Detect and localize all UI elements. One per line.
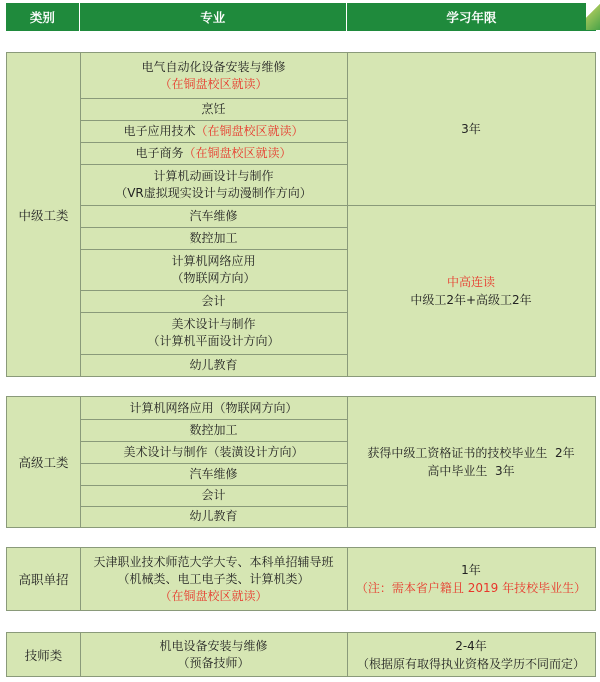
duration-cell: 中高连读 中级工2年+高级工2年: [410, 274, 532, 307]
section-technician: [6, 632, 596, 677]
corner-decoration: [586, 0, 600, 30]
list-item: 数控加工: [80, 227, 347, 250]
list-item: 计算机网络应用 （物联网方向）: [80, 249, 347, 291]
major-list: [80, 633, 348, 676]
list-item: 机电设备安装与维修 （预备技师）: [159, 638, 268, 670]
section-label: 中级工类: [7, 53, 81, 376]
list-item: 会计: [80, 485, 347, 507]
duration-cell: 获得中级工资格证书的技校毕业生 2年 高中毕业生 3年: [367, 446, 575, 478]
section-vocational-admission: [6, 547, 596, 611]
major-list: [80, 548, 348, 610]
section-label: 高级工类: [7, 397, 81, 527]
duration-cell: 3年: [347, 53, 595, 206]
list-item: 天津职业技术师范大学大专、本科单招辅导班 （机械类、电工电子类、计算机类） （在铜盘校区就读）: [93, 554, 334, 603]
list-item: 美术设计与制作（装潢设计方向）: [80, 441, 347, 464]
duration-column: [347, 53, 595, 376]
list-item: 汽车维修: [80, 463, 347, 486]
list-item: 幼儿教育: [189, 357, 238, 372]
duration-column: [347, 397, 595, 527]
list-item: 计算机动画设计与制作 （VR虚拟现实设计与动漫制作方向）: [80, 164, 347, 206]
list-item: 汽车维修: [80, 205, 347, 228]
major-list: [80, 53, 348, 376]
list-item: 电气自动化设备安装与维修 （在铜盘校区就读）: [80, 53, 347, 99]
list-item: 烹饪: [80, 98, 347, 121]
header-duration: 学习年限: [446, 10, 497, 25]
list-item: 幼儿教育: [189, 509, 238, 523]
header-category: 类别: [6, 3, 80, 31]
duration-column: [347, 548, 595, 610]
list-item: 会计: [80, 290, 347, 313]
duration-cell: 1年 （注：需本省户籍且 2019 年技校毕业生）: [355, 563, 587, 595]
section-advanced: [6, 396, 596, 528]
list-item: 数控加工: [80, 419, 347, 442]
section-label: 技师类: [7, 633, 81, 676]
section-label: 高职单招: [7, 548, 81, 610]
list-item: 电子应用技术（在铜盘校区就读）: [80, 120, 347, 143]
list-item: 计算机网络应用（物联网方向）: [80, 397, 347, 420]
table-header: [6, 3, 596, 31]
list-item: 美术设计与制作 （计算机平面设计方向）: [80, 312, 347, 355]
duration-cell: 2-4年 （根据原有取得执业资格及学历不同而定）: [356, 638, 585, 671]
duration-column: [347, 633, 595, 676]
list-item: 电子商务（在铜盘校区就读）: [80, 142, 347, 165]
section-intermediate: [6, 52, 596, 377]
header-major: 专业: [80, 3, 347, 31]
major-list: [80, 397, 348, 527]
